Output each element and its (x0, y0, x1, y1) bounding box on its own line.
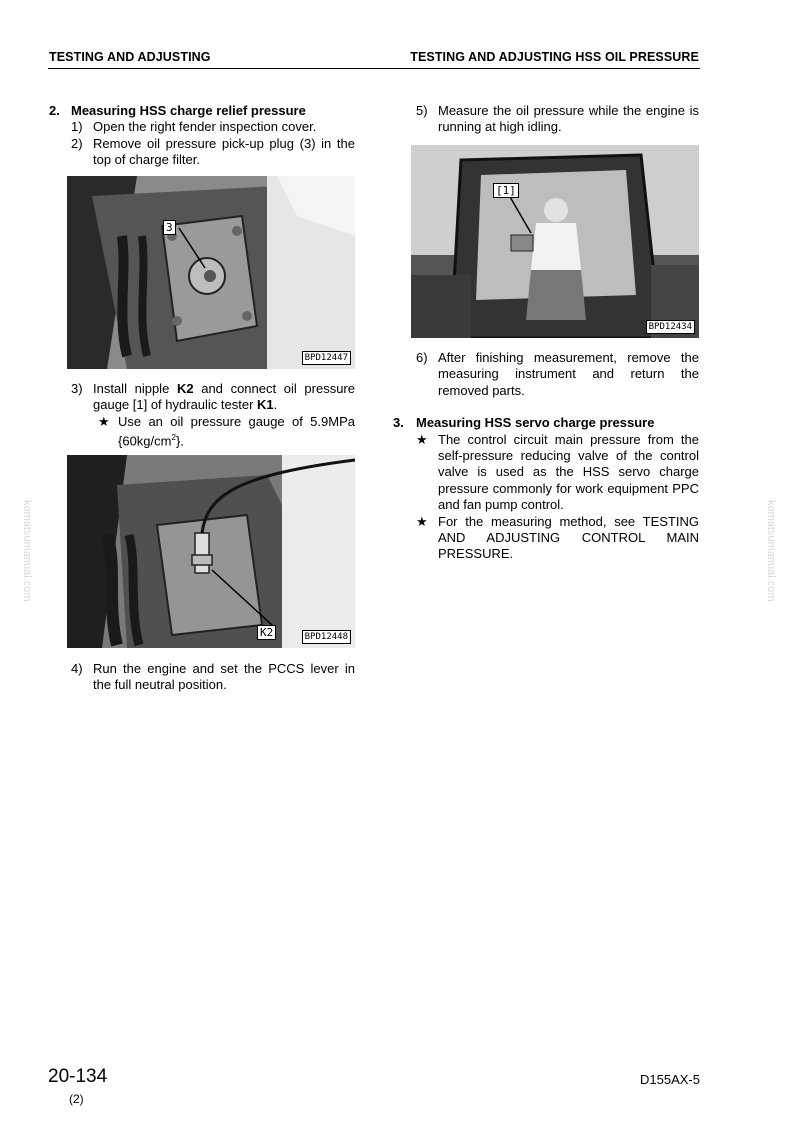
step-5-text: Measure the oil pressure while the engine is running at high idling. (438, 103, 699, 135)
header-left: TESTING AND ADJUSTING (49, 50, 211, 64)
header-right: TESTING AND ADJUSTING HSS OIL PRESSURE (410, 50, 699, 64)
photo-nipple-k2 (67, 455, 355, 648)
section-3-note-b-text: For the measuring method, see TESTING AND ADJUSTING CONTROL MAIN PRESSURE. (438, 513, 699, 562)
step-5-number: 5) (416, 103, 428, 118)
header-rule (48, 68, 700, 69)
step-5 (393, 103, 699, 136)
step-3-text-e: . (273, 397, 278, 413)
section-2-title: Measuring HSS charge relief pressure (71, 103, 306, 118)
photo-charge-filter (67, 176, 355, 369)
step-3-tester-code: K1 (257, 397, 274, 413)
right-column-lower (393, 350, 699, 563)
step-4 (49, 661, 355, 694)
step-3-nipple-code: K2 (176, 381, 194, 396)
step-3-text-a: Install nipple (93, 381, 177, 396)
section-3-title: Measuring HSS servo charge pressure (416, 415, 655, 431)
photo-nipple-k2-code: BPD12448 (302, 630, 351, 644)
watermark-left: komatsumanual.com (21, 500, 33, 602)
revision-number: (2) (69, 1092, 84, 1106)
photo-operator-cab-code: BPD12434 (646, 320, 695, 334)
step-3-note-text-end: }. (175, 433, 184, 449)
section-2-number: 2. (49, 103, 60, 118)
photo-charge-filter-callout: 3 (163, 220, 176, 235)
section-3-number: 3. (393, 415, 404, 431)
photo-charge-filter-code: BPD12447 (302, 351, 351, 365)
step-1-number: 1) (71, 119, 83, 135)
left-column-step3 (49, 381, 355, 450)
step-3-note (49, 414, 355, 450)
page-number: 20-134 (48, 1066, 108, 1087)
photo-operator-cab-drawing (411, 145, 699, 338)
watermark-right: komatsumanual.com (765, 500, 777, 602)
step-1 (49, 119, 355, 135)
step-6 (393, 350, 699, 399)
step-4-text: Run the engine and set the PCCS lever in the full neutral position. (93, 661, 355, 693)
photo-operator-cab (411, 145, 699, 338)
star-icon: ★ (416, 431, 428, 447)
section-3-note-a-text: The control circuit main pressure from the self-pressure reducing valve of the control valve is used as the HSS servo charge pressure commonly for work equipment PPC and fan pump control. (438, 431, 699, 513)
section-2-heading (49, 103, 355, 119)
step-1-text: Open the right fender inspection cover. (93, 119, 317, 135)
star-icon: ★ (98, 413, 110, 429)
step-6-text: After finishing measurement, remove the measuring instrument and return the removed parts. (438, 350, 699, 398)
photo-nipple-k2-callout: K2 (257, 625, 276, 640)
step-3-note-text: Use an oil pressure gauge of 5.9MPa {60kg/cm (118, 413, 355, 449)
step-6-number: 6) (416, 350, 428, 365)
photo-charge-filter-drawing (67, 176, 355, 369)
step-2-text: Remove oil pressure pick-up plug (3) in the top of charge filter. (93, 135, 355, 168)
section-3-note-b (393, 514, 699, 563)
section-3-note-a (393, 432, 699, 514)
star-icon: ★ (416, 513, 428, 529)
right-column-step5 (393, 103, 699, 136)
left-column (49, 103, 355, 169)
section-3-heading (393, 415, 699, 431)
step-3-number: 3) (71, 381, 83, 396)
step-3-text-c: and connect oil pressure gauge [1] of hydraulic tester (93, 381, 355, 413)
photo-nipple-k2-drawing (67, 455, 355, 648)
step-2 (49, 136, 355, 169)
left-column-step4 (49, 661, 355, 694)
step-2-number: 2) (71, 135, 83, 151)
step-3 (49, 381, 355, 414)
step-4-number: 4) (71, 661, 83, 676)
machine-model: D155AX-5 (640, 1072, 700, 1087)
step-3-note-superscript: 2 (171, 433, 176, 443)
photo-operator-cab-callout: [1] (493, 183, 519, 198)
